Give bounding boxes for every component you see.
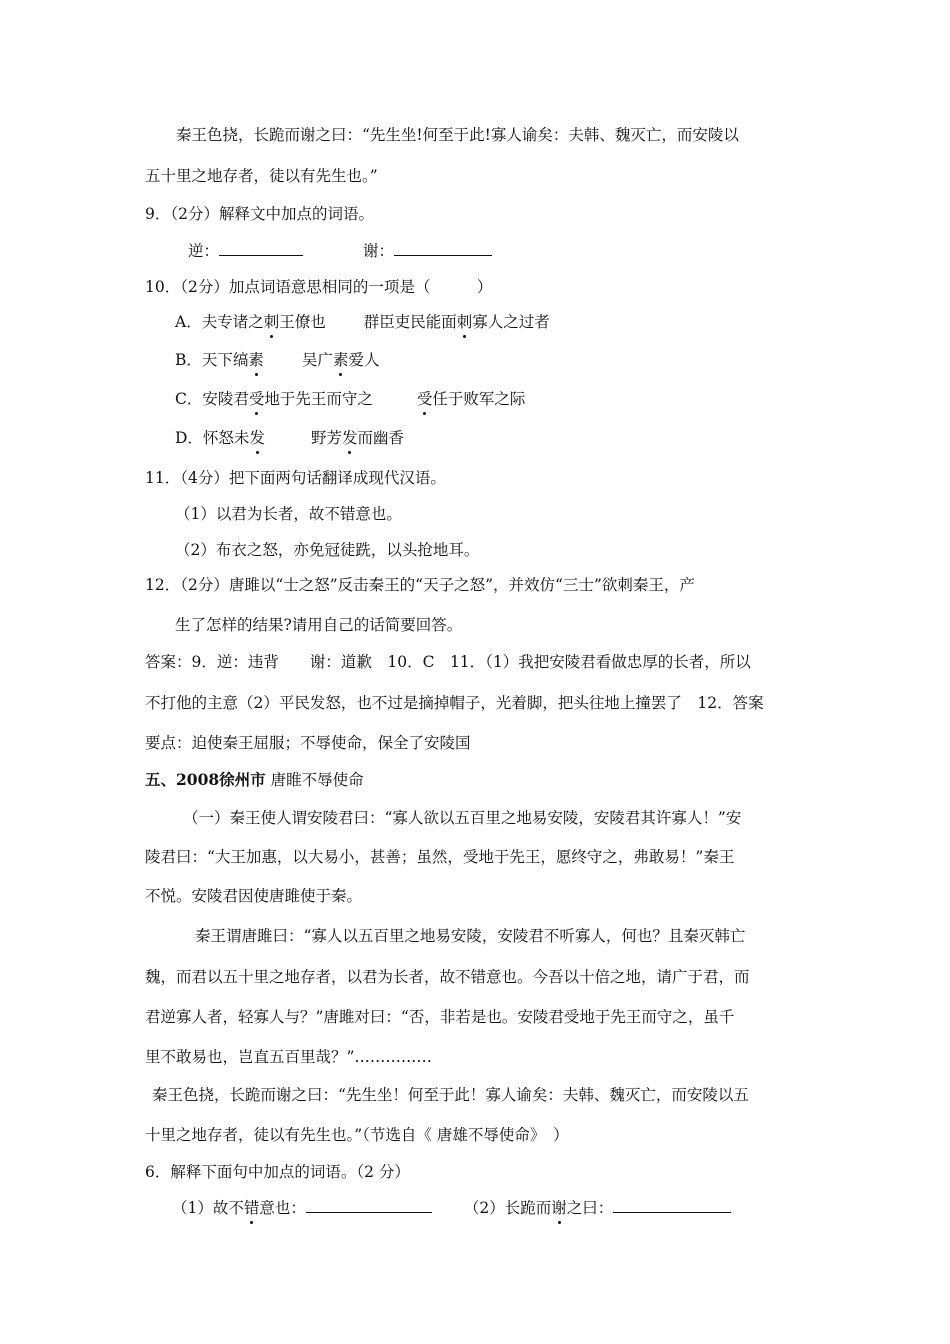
dotted-word: 素 bbox=[248, 351, 264, 369]
question-9-answer-row bbox=[188, 240, 492, 262]
question-10-option-d: D．怀怒未发 野芳发而幽香 bbox=[175, 429, 404, 447]
dotted-word: 错 bbox=[243, 1199, 260, 1217]
dotted-word: 谢 bbox=[551, 1199, 567, 1217]
section-5-heading bbox=[145, 769, 364, 791]
question-10-stem: 10．（2分）加点词语意思相同的一项是（ ） bbox=[145, 278, 493, 296]
dotted-word: 刺 bbox=[263, 313, 280, 331]
q6-blank-2[interactable] bbox=[613, 1197, 731, 1213]
dotted-word: 发 bbox=[341, 429, 358, 447]
question-11-sentence-1: （1）以君为长者，故不错意也。 bbox=[175, 505, 402, 523]
passage-b-line-9: 十里之地存者，徒以有先生也。”（节选自《 唐雄不辱使命》 ） bbox=[145, 1126, 569, 1144]
question-10-option-b: B．天下缟素 吴广素爱人 bbox=[175, 351, 380, 369]
q9-label-ni: 逆： bbox=[188, 242, 220, 260]
dotted-word: 刺 bbox=[456, 313, 473, 331]
question-10-option-c: C．安陵君受地于先王而守之 受任于败军之际 bbox=[175, 390, 526, 408]
answer-line-2: 不打他的主意（2）平民发怒，也不过是摘掉帽子，光着脚，把头往地上撞罢了 12．答案 bbox=[145, 694, 764, 712]
passage-b-line-3: 不悦。安陵君因使唐雎使于秦。 bbox=[145, 887, 363, 905]
passage-a-line-2: 五十里之地存者，徒以有先生也。” bbox=[145, 167, 378, 185]
passage-b-line-1: （一）秦王使人谓安陵君曰：“寡人欲以五百里之地易安陵，安陵君其许寡人！”安 bbox=[183, 809, 742, 827]
question-9-stem: 9．（2分）解释文中加点的词语。 bbox=[145, 205, 374, 223]
passage-a-line-1: 秦王色挠，长跪而谢之曰：“先生坐!何至于此!寡人谕矣：夫韩、魏灭亡，而安陵以 bbox=[176, 126, 739, 144]
passage-b-line-7: 里不敢易也，岂直五百里哉？”…………… bbox=[145, 1048, 432, 1066]
dotted-word: 发 bbox=[249, 429, 265, 447]
dotted-word: 受 bbox=[248, 390, 265, 408]
question-10-option-a: A．夫专诸之刺王僚也 群臣吏民能面刺寡人之过者 bbox=[175, 313, 550, 331]
section-5-label: 五、2008徐州市 bbox=[145, 770, 266, 789]
question-6-stem: 6．解释下面句中加点的词语。（2 分） bbox=[145, 1163, 410, 1181]
question-6-items: （1）故不错意也： （2）长跪而谢之曰： bbox=[172, 1197, 731, 1219]
passage-b-line-2: 陵君曰：“大王加惠，以大易小，甚善；虽然，受地于先王，愿终守之，弗敢易！”秦王 bbox=[145, 848, 735, 866]
question-11-stem: 11．（4分）把下面两句话翻译成现代汉语。 bbox=[145, 469, 446, 487]
passage-b-line-5: 魏，而君以五十里之地存者，以君为长者，故不错意也。今吾以十倍之地，请广于君，而 bbox=[145, 968, 750, 986]
question-12-line-1: 12．（2分）唐雎以“士之怒”反击秦王的“天子之怒”，并效仿“三士”欲刺秦王，产 bbox=[145, 576, 695, 594]
passage-b-line-6: 君逆寡人者，轻寡人与？”唐雎对曰：“否，非若是也。安陵君受地于先王而守之，虽千 bbox=[145, 1008, 735, 1026]
answer-line-3: 要点：迫使秦王屈服；不辱使命，保全了安陵国 bbox=[145, 734, 471, 752]
q9-label-xie: 谢： bbox=[363, 242, 395, 260]
q6-blank-1[interactable] bbox=[306, 1197, 432, 1213]
dotted-word: 素 bbox=[332, 351, 349, 369]
question-11-sentence-2: （2）布衣之怒，亦免冠徒跣，以头抢地耳。 bbox=[175, 541, 480, 559]
section-5-title: 唐睢不辱使命 bbox=[270, 771, 364, 789]
passage-b-line-8: 秦王色挠，长跪而谢之曰：“先生坐！何至于此！寡人谕矣：夫韩、魏灭亡，而安陵以五 bbox=[152, 1086, 749, 1104]
dotted-word: 受 bbox=[416, 390, 433, 408]
answer-line-1: 答案：9．逆：违背 谢：道歉 10．C 11．（1）我把安陵君看做忠厚的长者，所以 bbox=[145, 653, 751, 671]
q9-blank-xie[interactable] bbox=[394, 240, 492, 256]
passage-b-line-4: 秦王谓唐雎曰：“寡人以五百里之地易安陵，安陵君不听寡人，何也？且秦灭韩亡 bbox=[195, 927, 746, 945]
question-12-line-2: 生了怎样的结果?请用自己的话简要回答。 bbox=[175, 616, 463, 634]
q9-blank-ni[interactable] bbox=[219, 240, 303, 256]
